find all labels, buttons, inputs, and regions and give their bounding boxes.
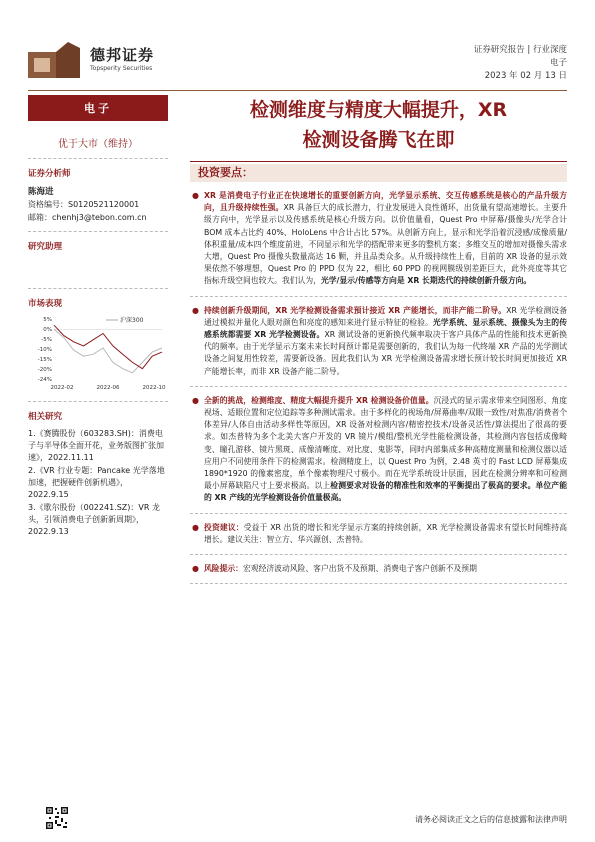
bullet-icon: ●: [192, 191, 199, 200]
divider: [190, 554, 567, 555]
p2-body-2: XR 测试设备的更新换代频率取决于客户具体产品的性能和技术更新换代的频率。由于光学显示方案未来长时间预计都是需要创新的，我们认为每一代终端 XR 产品的光学测试设备之间复用性较差，需要新设备。因此我们认为 XR 光学检测设备需求增长预计较长时间更加接近 XR 产能增长率，而非 XR 设备产能二阶导。: [204, 330, 568, 376]
report-meta: 证券研究报告 | 行业深度 电子 2023 年 02 月 13 日: [473, 45, 567, 81]
p4-body: 受益于 XR 出货的增长和光学显示方案的持续创新，XR 光学检测设备需求有望长时间维持高增长。建议关注：智立方、华兴源创、杰普特。: [204, 522, 567, 544]
p2-bold: 光学系统、显示系统、摄像头为主的传感系统都需要 XR 光学检测设备。: [204, 317, 567, 340]
analyst-heading: 证券分析师: [28, 169, 71, 179]
key-point-1: [190, 190, 567, 288]
logo-english-name: Topsperity Securities: [90, 65, 153, 72]
title-divider: [190, 161, 567, 162]
market-chart-svg: [28, 313, 168, 393]
divider: [190, 513, 567, 514]
series-line: [54, 325, 162, 369]
market-heading: 市场表现: [28, 299, 63, 309]
divider: [190, 386, 567, 387]
p1-body: XR 具备巨大的成长潜力，行业发展进入良性循环，出货量有望高速增长。主要升级方向中，光学显示以及传感系统是核心升级方向。以价值量看，Quest Pro 中屏幕/摄像头/光学合计 BOM 成本占比约 40%、HoloLens 中合计占比 57%。从创新方向上，显示和光学沿着沉浸感/成像质量/体积重量/成本四个维度前进，不同显示和光学的搭配带来更多的整机方案；多维交互的增加对摄像头需求大增，Quest Pro 摄像头数量高达 16 颗，并且品类众多。从升级持续性上看，目前的 XR 设备的显示效果依然不够理想，Quest Pro 的 PPD 仅为 22，相比 60 PPD 的视网膜级别差距巨大，此外亮度等其它指标升级空间也较大。我们认为，: [204, 203, 568, 286]
y-tick-label: 5%: [43, 317, 52, 323]
main-content: [190, 95, 567, 584]
key-point-4: [190, 522, 567, 546]
key-point-2: [190, 305, 567, 378]
report-date: 2023 年 02 月 13 日: [484, 71, 567, 81]
p5-body: 宏观经济波动风险、客户出货不及预期、消费电子客户创新不及预期: [242, 564, 477, 574]
x-tick-label: 2022-10: [142, 385, 166, 391]
y-tick-label: -5%: [41, 337, 52, 343]
p2-body: XR 光学检测设备通过模拟并量化人眼对颜色和亮度的感知来进行显示特征的检验。: [204, 305, 567, 327]
sector-band: 电子: [28, 95, 168, 121]
p3-lead: 全新的挑战，检测维度、精度大幅提升提升 XR 检测设备价值量。: [204, 395, 434, 405]
divider: [28, 288, 168, 289]
related-item[interactable]: 1.《赛腾股份（603283.SH)：消费电子与半导体全面开花，业务版图扩张加速》，2022.11.11: [28, 429, 164, 462]
key-point-5: [190, 563, 567, 575]
report-industry: 电子: [549, 58, 567, 68]
analyst-cert: 资格编号：S0120521120001: [28, 200, 140, 209]
x-tick-label: 2022-02: [50, 385, 74, 391]
legend-label: 沪深300: [120, 317, 144, 324]
p5-lead: 风险提示：: [204, 564, 243, 574]
p3-body: 沉浸式的显示需求带来空间图形、角度视场、适眼位置和定位追踪等多种测试需求。由于多样化的视场角/屏幕曲率/双眼一致性/对焦准/消费者个体差异/人体自由活动多样性等原因，XR 设备对检测内容/精密控技术/设备灵活性/算法提出了很高的要求。如杰普特为多个北美大客户开发的 VR 镜片/模组/整机光学性能检测设备，其检测内容包括成像畸变、瞳孔游移、镜片黑斑、成像清晰度、对比度、鬼影等，同时内部集成多种高精度测量和检测仪器以适应用户不同使用条件下的检测需求。检测精度上，以 Quest Pro 为例，2.48 英寸的 Fast LCD 屏幕集成 1890*1920 的像素密度，单个像素物理尺寸极小。而在光学系统设计层面，因此在检测分辨率和可检测最小屏幕缺陷尺寸上要求极高。以上: [204, 395, 567, 491]
logo-mark-icon: [28, 42, 80, 78]
y-tick-label: -24%: [37, 377, 52, 383]
related-list: [28, 428, 168, 538]
header-divider: [28, 90, 567, 91]
analyst-email[interactable]: 邮箱：chenhj3@tebon.com.cn: [28, 213, 147, 222]
divider: [28, 401, 168, 402]
report-category: 行业深度: [532, 45, 567, 55]
company-logo: [28, 40, 208, 80]
p3-tail: 检测要求对设备的精准性和效率的平衡提出了极高的要求。单位产能的 XR 产线的光学检测设备价值量极高。: [204, 481, 567, 503]
report-type: 证券研究报告: [473, 45, 525, 55]
p4-lead: 投资建议：: [204, 522, 244, 532]
divider: [190, 583, 567, 584]
rating: 优于大市（维持）: [58, 139, 138, 150]
related-item[interactable]: 2.《VR 行业专题：Pancake 光学落地加速，把握硬件创新机遇》，2022.9.15: [28, 466, 165, 499]
analyst-name: 陈海进: [28, 187, 54, 197]
title-line-2: 检测设备腾飞在即: [302, 129, 455, 151]
bullet-icon: ●: [192, 522, 199, 532]
assistant-heading: 研究助理: [28, 242, 63, 252]
qr-code-icon: [45, 806, 69, 830]
y-tick-label: -15%: [37, 357, 52, 363]
y-tick-label: -20%: [37, 367, 52, 373]
p2-lead: 持续创新升级期间，XR 光学检测设备需求預计接近 XR 产能增长，而非产能二阶导。: [204, 305, 507, 315]
key-point-3: [190, 395, 567, 505]
related-heading: 相关研究: [28, 412, 63, 422]
divider: [190, 296, 567, 297]
bullet-icon: ●: [192, 395, 199, 405]
x-tick-label: 2022-06: [96, 385, 120, 391]
footer-disclaimer: 请务必阅读正文之后的信息披露和法律声明: [415, 815, 567, 824]
divider: [28, 231, 168, 232]
market-chart: [28, 313, 168, 393]
sidebar: [28, 95, 168, 539]
logo-chinese-name: 德邦证券: [90, 46, 155, 64]
bullet-icon: ●: [192, 564, 199, 574]
bullet-icon: ●: [192, 305, 199, 315]
related-item[interactable]: 3.《歌尔股份（002241.SZ)：VR 龙头，引领消费电子创新新周期》，2022.9.13: [28, 503, 160, 536]
report-title: [190, 95, 567, 155]
title-line-1: 检测维度与精度大幅提升，XR: [249, 99, 508, 121]
series-line: [54, 329, 162, 373]
p1-tail: 光学/显示/传感等方向是 XR 长期迭代的持续创新升级方向。: [320, 276, 532, 286]
divider: [28, 158, 168, 159]
y-tick-label: -10%: [37, 347, 52, 353]
key-points-heading: 投资要点：: [190, 164, 567, 182]
y-tick-label: 0%: [43, 327, 52, 333]
p1-lead: XR 是消费电子行业正在快速增长的重要创新方向，光学显示系统、交互传感系统是核心的产品升级方向，且升级持续性强。: [204, 191, 567, 213]
